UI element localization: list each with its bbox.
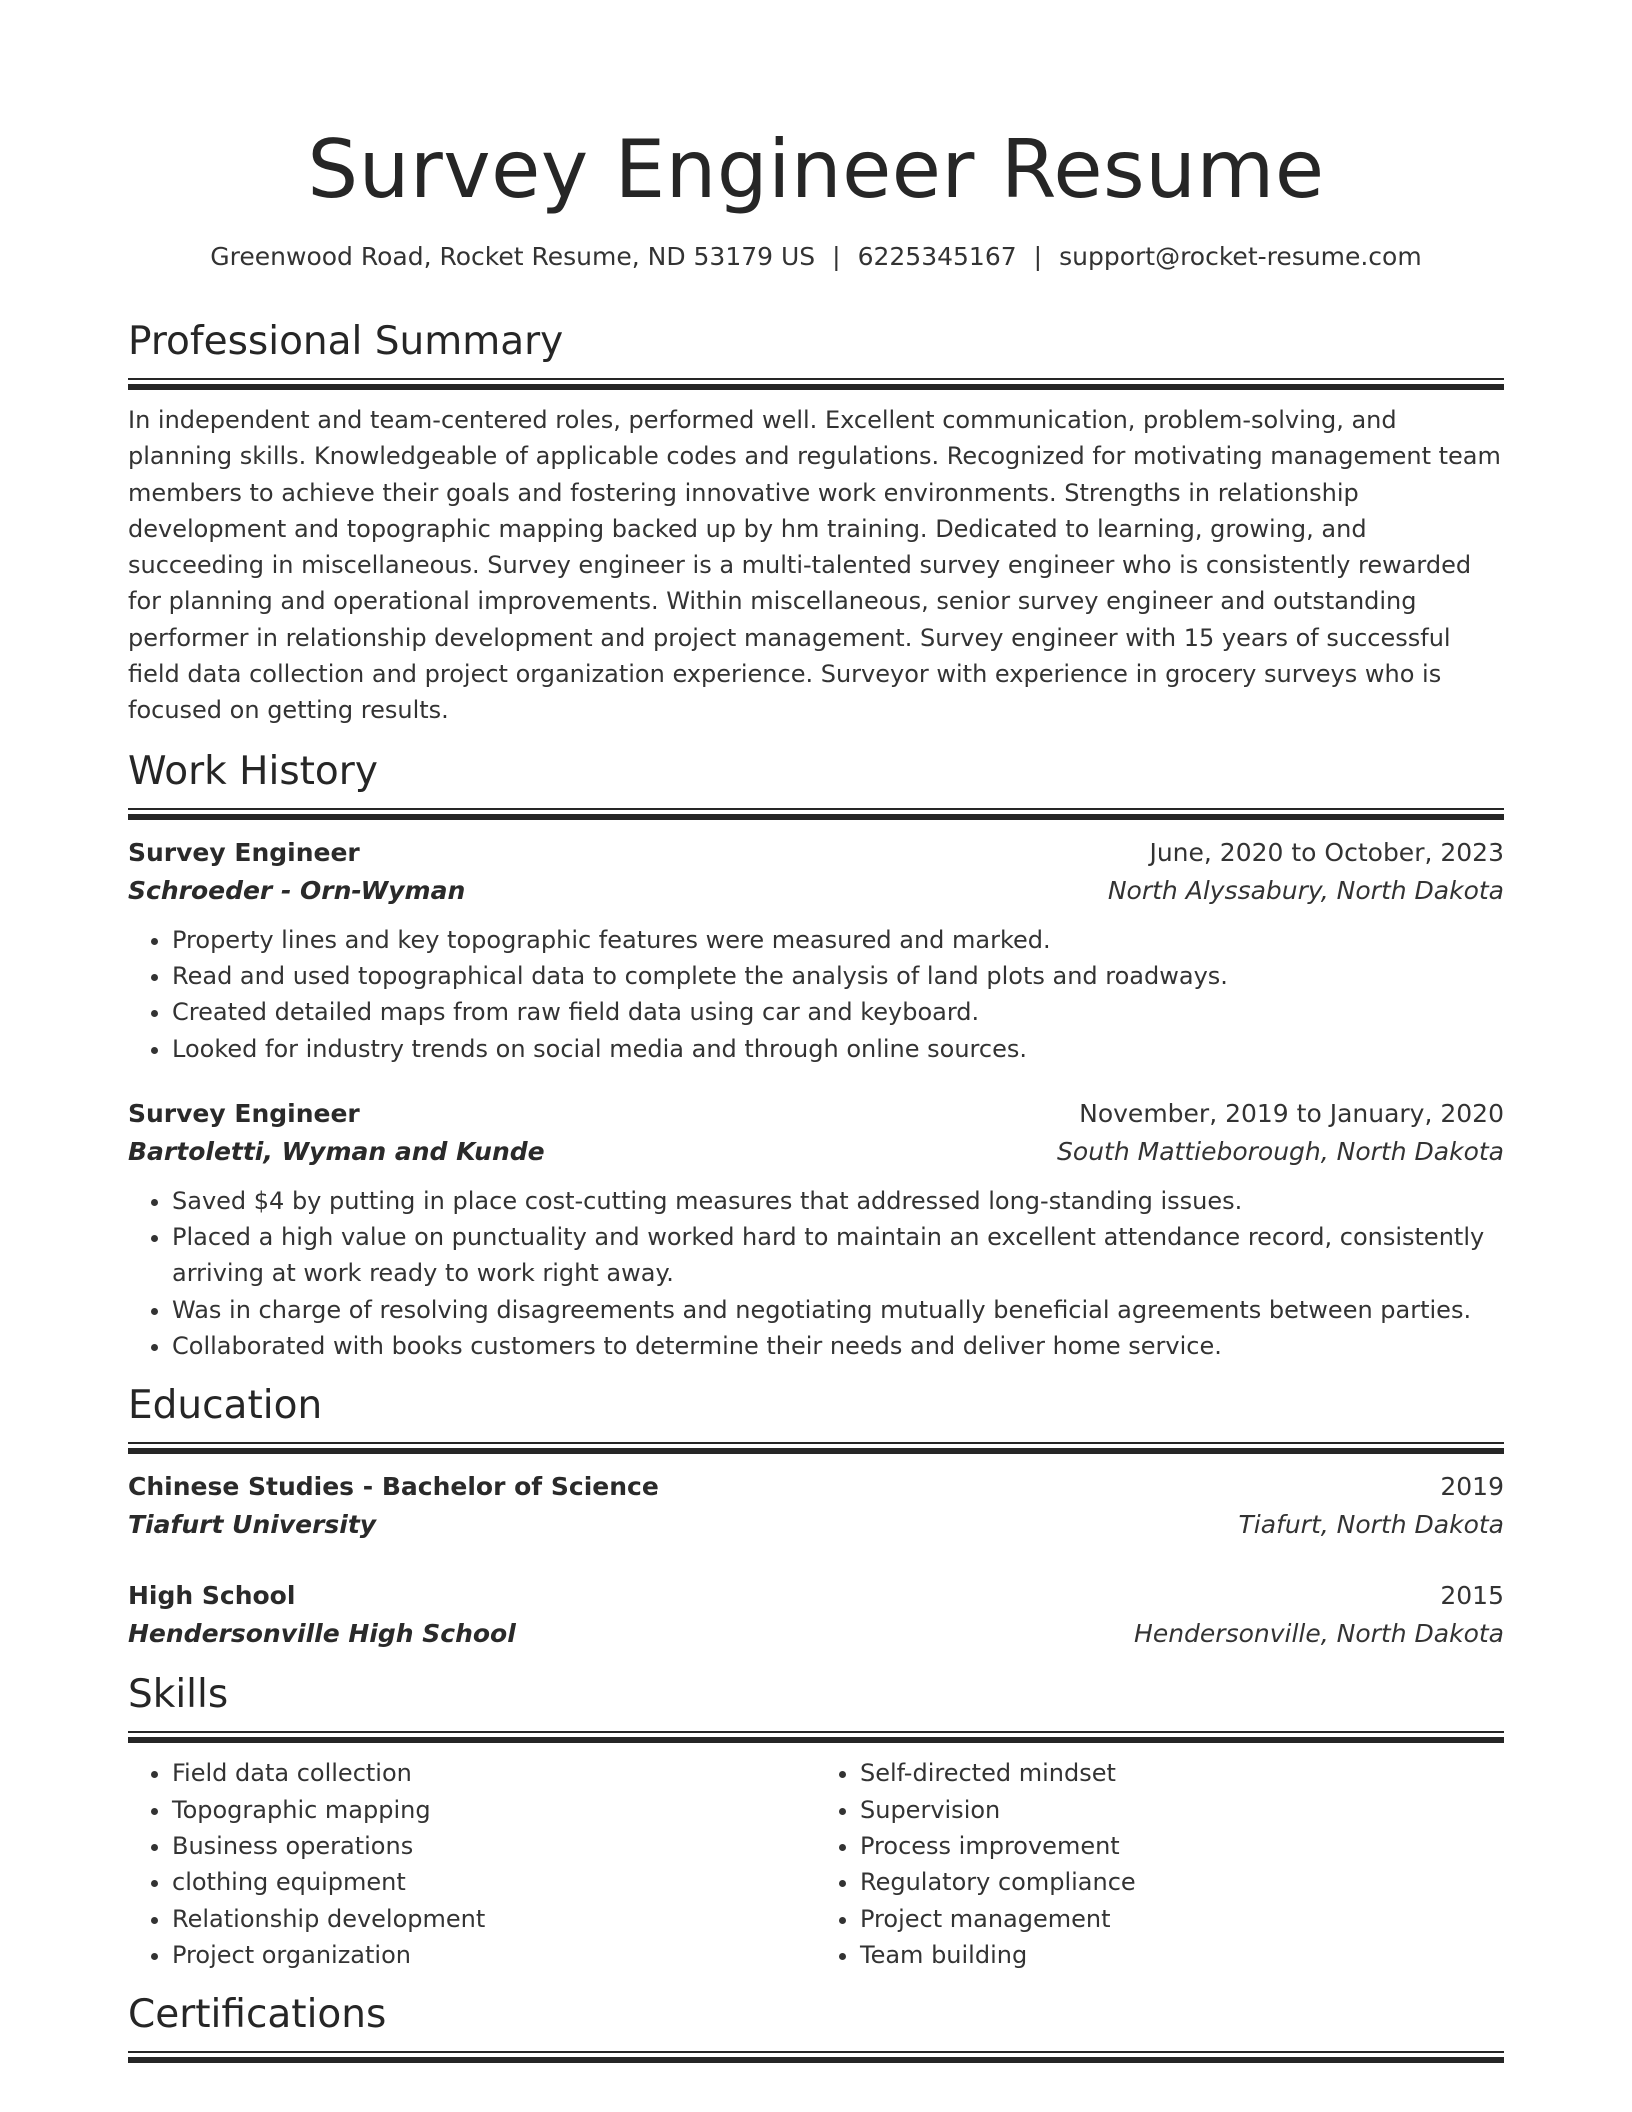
skill-item: • Self-directed mindset — [860, 1755, 1504, 1791]
separator: | — [1033, 242, 1043, 271]
skill-item: • clothing equipment — [172, 1864, 816, 1900]
section-heading-education: Education — [128, 1383, 323, 1429]
employer-name: Bartoletti, Wyman and Kunde — [128, 1136, 545, 1166]
section-divider — [128, 1442, 1504, 1454]
school-name: Hendersonville High School — [128, 1619, 516, 1649]
phone: 6225345167 — [857, 242, 1017, 271]
summary-section — [128, 316, 1504, 729]
section-heading-summary: Professional Summary — [128, 319, 564, 364]
section-divider — [128, 378, 1504, 390]
list-item: • Read and used topographical data to complete the analysis of land plots and roadways. — [172, 958, 1504, 994]
list-item: • Was in charge of resolving disagreements and negotiating mutually beneficial agreements between parties. — [172, 1292, 1504, 1328]
list-item: • Collaborated with books customers to determine their needs and deliver home service. — [172, 1328, 1504, 1364]
work-history-section — [128, 746, 1504, 1365]
job-duties-list — [128, 1183, 1504, 1364]
job-title: Survey Engineer — [128, 1098, 360, 1128]
separator: | — [832, 242, 841, 271]
job-header-row — [128, 834, 1504, 872]
job-duties-list — [128, 922, 1504, 1067]
education-header-row — [128, 1468, 1504, 1506]
summary-text: In independent and team-centered roles, performed well. Excellent communication, problem-solving, and planning skills. Knowledgeable of applicable codes and regulations. Recognized for motivating management team members to achieve their goals and fostering innovative work environments. Strengths in relationship development and topographic mapping backed up by hm training. Dedicated to learning, growing, and succeeding in miscellaneous. Survey engineer is a multi-talented survey engineer who is consistently rewarded for planning and operational improvements. Within miscellaneous, senior survey engineer and outstanding performer in relationship development and project management. Survey engineer with 15 years of successful field data collection and project organization experience. Surveyor with experience in grocery surveys who is focused on getting results. — [128, 406, 1501, 725]
education-entry — [128, 1468, 1504, 1544]
job-location: South Mattieborough, North Dakota — [1057, 1136, 1504, 1166]
skills-columns — [128, 1755, 1504, 1973]
contact-line — [128, 240, 1504, 274]
section-heading-work-history: Work History — [128, 748, 378, 794]
skill-item: • Relationship development — [172, 1901, 816, 1937]
job-dates: November, 2019 to January, 2020 — [1079, 1098, 1504, 1128]
education-header-row — [128, 1577, 1504, 1615]
list-item: • Saved $4 by putting in place cost-cutting measures that addressed long-standing issues. — [172, 1183, 1504, 1219]
job-header-row — [128, 1095, 1504, 1133]
school-name: Tiafurt University — [128, 1510, 377, 1540]
degree: High School — [128, 1581, 296, 1611]
section-heading-skills: Skills — [128, 1672, 229, 1718]
list-item: • Created detailed maps from raw field data using car and keyboard. — [172, 994, 1504, 1030]
job-location: North Alyssabury, North Dakota — [1107, 875, 1504, 905]
skill-item: • Project organization — [172, 1937, 816, 1973]
section-divider — [128, 1731, 1504, 1743]
job-dates: June, 2020 to October, 2023 — [1149, 837, 1504, 867]
degree: Chinese Studies - Bachelor of Science — [128, 1472, 659, 1502]
skill-item: • Process improvement — [860, 1828, 1504, 1864]
education-section — [128, 1380, 1504, 1653]
skills-section — [128, 1669, 1504, 1973]
job-employer-row — [128, 872, 1504, 910]
education-entry — [128, 1577, 1504, 1653]
education-school-row — [128, 1615, 1504, 1653]
education-school-row — [128, 1506, 1504, 1544]
section-divider — [128, 2051, 1504, 2063]
job-entry — [128, 834, 1504, 1067]
skills-list-right — [816, 1755, 1504, 1973]
job-title: Survey Engineer — [128, 837, 360, 867]
page-title: Survey Engineer Resume — [307, 123, 1325, 216]
graduation-year: 2019 — [1440, 1472, 1504, 1502]
skill-item: • Team building — [860, 1937, 1504, 1973]
skill-item: • Field data collection — [172, 1755, 816, 1791]
school-location: Hendersonville, North Dakota — [1134, 1619, 1504, 1649]
skills-list-left — [128, 1755, 816, 1973]
section-heading-certifications: Certifications — [128, 1992, 387, 2038]
skill-item: • Project management — [860, 1901, 1504, 1937]
email-link[interactable]: support@rocket-resume.com — [1059, 242, 1422, 271]
job-entry — [128, 1095, 1504, 1364]
address: Greenwood Road, Rocket Resume, ND 53179 US — [210, 242, 816, 271]
skill-item: • Business operations — [172, 1828, 816, 1864]
section-divider — [128, 808, 1504, 820]
list-item: • Placed a high value on punctuality and worked hard to maintain an excellent attendance record, consistently arriving at work ready to work right away. — [172, 1219, 1504, 1292]
school-location: Tiafurt, North Dakota — [1238, 1510, 1504, 1540]
list-item: • Looked for industry trends on social media and through online sources. — [172, 1031, 1504, 1067]
employer-name: Schroeder - Orn-Wyman — [128, 875, 466, 905]
job-employer-row — [128, 1133, 1504, 1171]
graduation-year: 2015 — [1440, 1581, 1504, 1611]
skill-item: • Supervision — [860, 1792, 1504, 1828]
certifications-section — [128, 1989, 1504, 2063]
list-item: • Property lines and key topographic features were measured and marked. — [172, 922, 1504, 958]
skill-item: • Regulatory compliance — [860, 1864, 1504, 1900]
skill-item: • Topographic mapping — [172, 1792, 816, 1828]
